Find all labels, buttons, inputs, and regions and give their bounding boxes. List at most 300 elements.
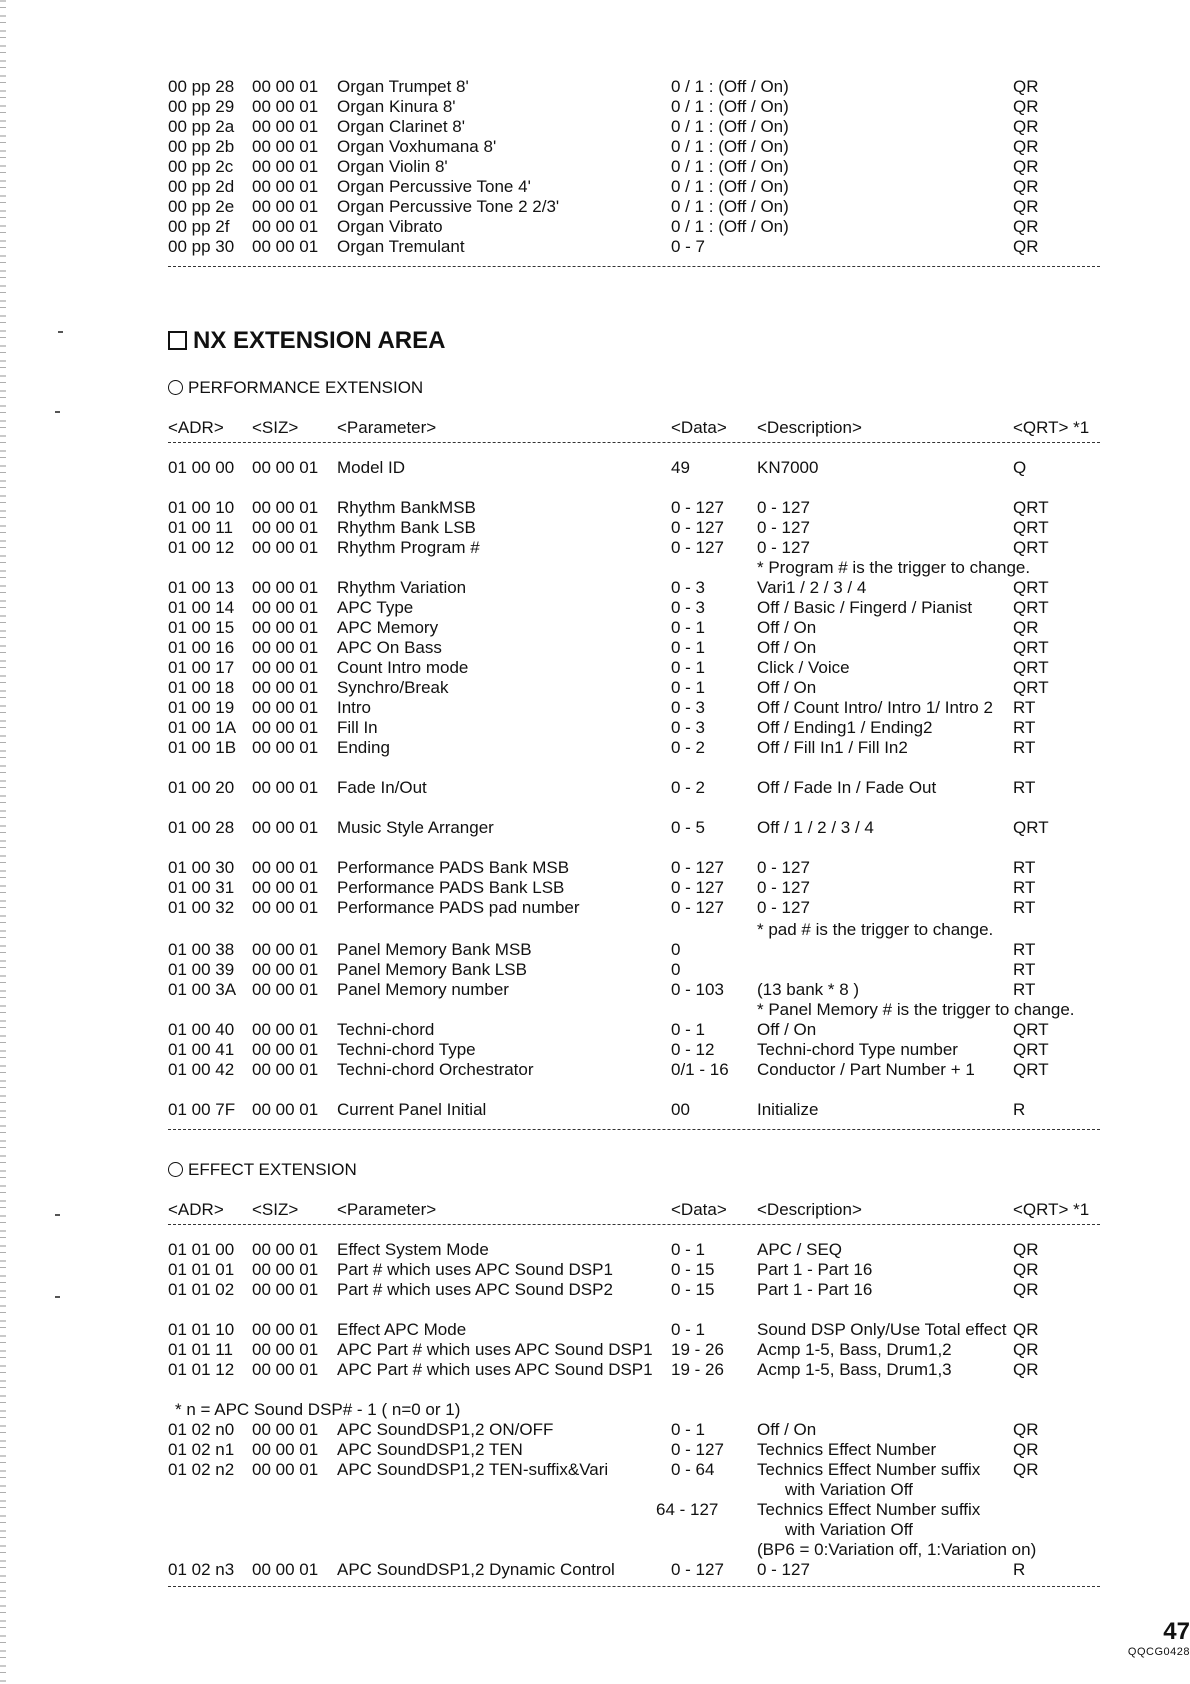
cell-size: 00 00 01 [252,858,319,877]
cell-size: 00 00 01 [252,1420,319,1439]
divider [168,1129,1100,1130]
table-row [168,1240,1108,1260]
cell-data: 19 - 26 [671,1340,724,1359]
cell-qrt: QRT [1013,538,1049,557]
cell-data: 0 - 127 [671,538,724,557]
table-row [168,678,1108,698]
cell-parameter: Rhythm Program # [337,538,480,557]
cell-parameter: Performance PADS Bank MSB [337,858,570,877]
note-row [168,1520,1108,1540]
cell-data: 0 - 64 [671,1460,715,1479]
cell-parameter: APC Type [337,598,414,617]
cell-address: 01 00 30 [168,858,235,877]
cell-qrt: QR [1013,1280,1039,1299]
cell-data: 0 - 7 [671,237,706,256]
cell-data: 0 - 127 [671,858,724,877]
cell-parameter: Organ Percussive Tone 2 2/3' [337,197,560,216]
note-pad-trigger: * pad # is the trigger to change. [757,920,994,939]
performance-extension-title: PERFORMANCE EXTENSION [168,377,423,399]
cell-data: 0 - 1 [671,1420,706,1439]
table-row [168,738,1108,758]
cell-data: 0 - 1 [671,1240,706,1259]
cell-address: 01 00 00 [168,458,235,477]
cell-address: 00 pp 2b [168,137,235,156]
cell-address: 01 00 18 [168,678,235,697]
cell-qrt: QR [1013,618,1039,637]
cell-size: 00 00 01 [252,898,319,917]
cell-qrt: RT [1013,698,1036,717]
table-row [168,598,1108,618]
cell-size: 00 00 01 [252,940,319,959]
table-row [168,237,1108,257]
cell-data: 0 [671,960,681,979]
cell-parameter: Panel Memory Bank MSB [337,940,532,959]
cell-qrt: QRT [1013,578,1049,597]
cell-description: Off / On [757,638,817,657]
cell-qrt: R [1013,1560,1026,1579]
header-data: <Data> [671,1200,727,1219]
cell-address: 01 01 01 [168,1260,235,1279]
header-qrt: <QRT> *1 [1013,418,1090,437]
cell-size: 00 00 01 [252,518,319,537]
cell-size: 00 00 01 [252,1020,319,1039]
scan-edge-artifact [0,0,6,1684]
cell-size: 00 00 01 [252,1320,319,1339]
cell-address: 01 00 42 [168,1060,235,1079]
cell-data: 0 / 1 : (Off / On) [671,217,789,236]
cell-description: Off / Ending1 / Ending2 [757,718,933,737]
table-header [168,418,1108,438]
cell-size: 00 00 01 [252,1060,319,1079]
table-row [168,1280,1108,1300]
cell-address: 00 pp 29 [168,97,235,116]
cell-qrt: RT [1013,738,1036,757]
cell-data: 0 - 1 [671,638,706,657]
cell-data: 0 - 3 [671,718,706,737]
cell-qrt: R [1013,1100,1026,1119]
cell-description: Conductor / Part Number + 1 [757,1060,975,1079]
cell-parameter: Panel Memory number [337,980,509,999]
cell-description: APC / SEQ [757,1240,843,1259]
cell-qrt: Q [1013,458,1027,477]
cell-parameter: APC Part # which uses APC Sound DSP1 [337,1340,653,1359]
cell-address: 00 pp 30 [168,237,235,256]
cell-address: 01 01 11 [168,1340,233,1359]
cell-qrt: RT [1013,878,1036,897]
cell-parameter: Organ Trumpet 8' [337,77,469,96]
cell-qrt: QRT [1013,638,1049,657]
cell-parameter: Organ Voxhumana 8' [337,137,497,156]
table-row [168,778,1108,798]
cell-size: 00 00 01 [252,177,319,196]
cell-qrt: RT [1013,898,1036,917]
cell-address: 00 pp 2d [168,177,235,196]
cell-parameter: Organ Vibrato [337,217,443,236]
cell-parameter: Techni-chord Type [337,1040,476,1059]
cell-address: 01 00 12 [168,538,235,557]
cell-address: 01 00 1B [168,738,237,757]
divider [168,1224,1100,1225]
divider [168,266,1100,267]
table-row [168,618,1108,638]
cell-qrt: QR [1013,1340,1039,1359]
cell-size: 00 00 01 [252,197,319,216]
cell-data: 0 - 127 [671,1560,724,1579]
cell-address: 01 00 38 [168,940,235,959]
cell-description: Vari1 / 2 / 3 / 4 [757,578,867,597]
table-row [168,980,1108,1000]
cell-size: 00 00 01 [252,678,319,697]
note-row [168,1400,1108,1420]
cell-qrt: QR [1013,1260,1039,1279]
cell-address: 01 01 12 [168,1360,235,1379]
cell-data: 0 / 1 : (Off / On) [671,157,789,176]
cell-size: 00 00 01 [252,578,319,597]
cell-size: 00 00 01 [252,618,319,637]
cell-data: 0 / 1 : (Off / On) [671,77,789,96]
cell-data: 0 / 1 : (Off / On) [671,177,789,196]
cell-size: 00 00 01 [252,1260,319,1279]
cell-address: 01 00 13 [168,578,235,597]
note-row [168,1000,1108,1020]
cell-size: 00 00 01 [252,1240,319,1259]
cell-description: Off / Fill In1 / Fill In2 [757,738,908,757]
cell-address: 01 00 28 [168,818,235,837]
cell-size: 00 00 01 [252,1340,319,1359]
cell-parameter: APC SoundDSP1,2 TEN [337,1440,523,1459]
table-row [168,498,1108,518]
cell-address: 01 00 17 [168,658,235,677]
cell-address: 00 pp 2c [168,157,234,176]
cell-parameter: APC Part # which uses APC Sound DSP1 [337,1360,653,1379]
cell-data: 0 - 15 [671,1280,715,1299]
header-description: <Description> [757,1200,862,1219]
note-n-definition: * n = APC Sound DSP# - 1 ( n=0 or 1) [175,1400,461,1419]
circle-bullet-icon [168,380,183,395]
cell-parameter: Techni-chord Orchestrator [337,1060,534,1079]
cell-description: Technics Effect Number [757,1440,937,1459]
cell-data: 0 - 127 [671,878,724,897]
scan-speck [55,411,60,413]
cell-data: 0 - 1 [671,658,706,677]
cell-description: Off / On [757,1420,817,1439]
cell-parameter: Current Panel Initial [337,1100,487,1119]
circle-bullet-icon [168,1162,183,1177]
table-row [168,698,1108,718]
cell-parameter: Organ Violin 8' [337,157,448,176]
note-row [168,920,1108,940]
cell-description: Techni-chord Type number [757,1040,958,1059]
cell-qrt: QR [1013,97,1039,116]
note-row [168,1540,1108,1560]
cell-size: 00 00 01 [252,658,319,677]
cell-address: 01 00 31 [168,878,235,897]
cell-data: 0 - 127 [671,518,724,537]
cell-description: Part 1 - Part 16 [757,1280,873,1299]
cell-size: 00 00 01 [252,960,319,979]
cell-qrt: QR [1013,137,1039,156]
cell-qrt: QR [1013,1460,1039,1479]
table-row [168,157,1108,177]
table-row [168,1320,1108,1340]
scan-speck [55,1214,60,1216]
cell-description: Technics Effect Number suffix [757,1500,981,1519]
table-header [168,1200,1108,1220]
note-row [168,558,1108,578]
cell-description: Off / 1 / 2 / 3 / 4 [757,818,874,837]
cell-data: 0 - 3 [671,598,706,617]
cell-qrt: RT [1013,778,1036,797]
cell-description: Initialize [757,1100,819,1119]
cell-qrt: QR [1013,237,1039,256]
cell-address: 01 02 n1 [168,1440,235,1459]
cell-size: 00 00 01 [252,97,319,116]
header-siz: <SIZ> [252,1200,299,1219]
cell-description: 0 - 127 [757,878,810,897]
cell-size: 00 00 01 [252,117,319,136]
table-row [168,1060,1108,1080]
cell-parameter: Organ Clarinet 8' [337,117,465,136]
cell-parameter: Performance PADS Bank LSB [337,878,565,897]
cell-description: Off / Basic / Fingerd / Pianist [757,598,973,617]
cell-size: 00 00 01 [252,458,319,477]
table-row [168,1020,1108,1040]
cell-qrt: QRT [1013,678,1049,697]
cell-parameter: Part # which uses APC Sound DSP2 [337,1280,613,1299]
cell-description: Off / On [757,1020,817,1039]
cell-size: 00 00 01 [252,217,319,236]
cell-data: 19 - 26 [671,1360,724,1379]
cell-description: Off / Count Intro/ Intro 1/ Intro 2 [757,698,993,717]
cell-size: 00 00 01 [252,778,319,797]
cell-description: 0 - 127 [757,858,810,877]
table-row [168,1420,1108,1440]
cell-qrt: QR [1013,217,1039,236]
cell-size: 00 00 01 [252,878,319,897]
table-row [168,960,1108,980]
cell-address: 01 01 00 [168,1240,235,1259]
cell-size: 00 00 01 [252,718,319,737]
cell-address: 01 00 15 [168,618,235,637]
table-row [168,878,1108,898]
cell-parameter: Rhythm BankMSB [337,498,476,517]
cell-parameter: Panel Memory Bank LSB [337,960,527,979]
cell-qrt: QR [1013,197,1039,216]
table-row [168,578,1108,598]
cell-size: 00 00 01 [252,598,319,617]
note-row [168,1480,1108,1500]
cell-parameter: Rhythm Bank LSB [337,518,476,537]
cell-data: 0/1 - 16 [671,1060,729,1079]
table-row [168,1040,1108,1060]
cell-size: 00 00 01 [252,1460,319,1479]
cell-qrt: QRT [1013,1060,1049,1079]
cell-size: 00 00 01 [252,1280,319,1299]
cell-parameter: Organ Tremulant [337,237,465,256]
cell-data: 0 - 2 [671,778,706,797]
cell-data: 0 [671,940,681,959]
cell-size: 00 00 01 [252,1100,319,1119]
cell-data: 0 - 2 [671,738,706,757]
table-row [168,1360,1108,1380]
cell-address: 01 02 n2 [168,1460,235,1479]
cell-qrt: QRT [1013,658,1049,677]
table-row [168,638,1108,658]
cell-description: 0 - 127 [757,538,810,557]
cell-parameter: Organ Percussive Tone 4' [337,177,531,196]
cell-qrt: QR [1013,1240,1039,1259]
cell-parameter: Count Intro mode [337,658,469,677]
note-program-trigger: * Program # is the trigger to change. [757,558,1031,577]
cell-qrt: QRT [1013,598,1049,617]
table-row [168,538,1108,558]
divider [168,1586,1100,1587]
cell-address: 01 01 10 [168,1320,235,1339]
cell-address: 01 00 1A [168,718,237,737]
cell-address: 01 01 02 [168,1280,235,1299]
cell-data: 64 - 127 [656,1500,719,1519]
cell-address: 01 00 16 [168,638,235,657]
cell-data: 0 - 1 [671,1320,706,1339]
table-row [168,1440,1108,1460]
cell-address: 01 00 7F [168,1100,236,1119]
cell-parameter: Part # which uses APC Sound DSP1 [337,1260,613,1279]
table-row [168,898,1108,918]
table-row [168,217,1108,237]
cell-parameter: Music Style Arranger [337,818,494,837]
cell-data: 0 / 1 : (Off / On) [671,197,789,216]
cell-description: KN7000 [757,458,819,477]
cell-parameter: Fill In [337,718,378,737]
table-row [168,137,1108,157]
cell-description: 0 - 127 [757,898,810,917]
cell-qrt: QRT [1013,518,1049,537]
cell-size: 00 00 01 [252,698,319,717]
cell-data: 0 - 1 [671,618,706,637]
table-row [168,658,1108,678]
table-row [168,458,1108,478]
note-variation-off: with Variation Off [785,1480,913,1499]
page-number: 47 [1163,1618,1190,1645]
cell-data: 0 - 127 [671,1440,724,1459]
table-row [168,858,1108,878]
cell-size: 00 00 01 [252,137,319,156]
header-description: <Description> [757,418,862,437]
cell-description: Off / On [757,678,817,697]
cell-address: 01 00 3A [168,980,237,999]
cell-size: 00 00 01 [252,818,319,837]
cell-address: 01 02 n3 [168,1560,235,1579]
cell-parameter: Effect System Mode [337,1240,489,1259]
table-row [168,1100,1108,1120]
cell-qrt: RT [1013,858,1036,877]
cell-qrt: QR [1013,1440,1039,1459]
document-code: QQCG0428 [1127,1646,1190,1658]
cell-size: 00 00 01 [252,1360,319,1379]
cell-size: 00 00 01 [252,738,319,757]
table-row [168,940,1108,960]
cell-parameter: Ending [337,738,390,757]
header-siz: <SIZ> [252,418,299,437]
cell-qrt: QR [1013,177,1039,196]
cell-data: 0 - 5 [671,818,706,837]
cell-description: Part 1 - Part 16 [757,1260,873,1279]
cell-qrt: QR [1013,77,1039,96]
cell-address: 01 00 19 [168,698,235,717]
note-panel-memory-trigger: * Panel Memory # is the trigger to change. [757,1000,1075,1019]
header-adr: <ADR> [168,1200,224,1219]
table-row [168,818,1108,838]
cell-data: 0 - 12 [671,1040,715,1059]
cell-data: 0 - 127 [671,498,724,517]
divider [168,442,1100,443]
cell-qrt: QR [1013,1320,1039,1339]
table-row [168,197,1108,217]
cell-qrt: RT [1013,718,1036,737]
cell-parameter: APC SoundDSP1,2 Dynamic Control [337,1560,615,1579]
cell-qrt: QRT [1013,1020,1049,1039]
cell-qrt: RT [1013,980,1036,999]
cell-size: 00 00 01 [252,77,319,96]
cell-address: 01 02 n0 [168,1420,235,1439]
cell-description: 0 - 127 [757,1560,810,1579]
cell-qrt: QR [1013,117,1039,136]
cell-address: 01 00 39 [168,960,235,979]
cell-address: 00 pp 2f [168,217,230,236]
cell-address: 00 pp 28 [168,77,235,96]
cell-description: Sound DSP Only/Use Total effect [757,1320,1007,1339]
cell-data: 0 / 1 : (Off / On) [671,137,789,156]
cell-data: 0 - 1 [671,1020,706,1039]
table-row [168,97,1108,117]
table-row [168,1560,1108,1580]
cell-qrt: QRT [1013,1040,1049,1059]
scan-speck [58,331,63,333]
cell-parameter: Synchro/Break [337,678,449,697]
cell-address: 01 00 32 [168,898,235,917]
cell-parameter: Organ Kinura 8' [337,97,456,116]
cell-size: 00 00 01 [252,498,319,517]
cell-data: 49 [671,458,690,477]
cell-qrt: QR [1013,1420,1039,1439]
cell-data: 0 - 15 [671,1260,715,1279]
cell-address: 01 00 14 [168,598,235,617]
cell-parameter: Techni-chord [337,1020,435,1039]
cell-size: 00 00 01 [252,1440,319,1459]
table-row [168,1500,1108,1520]
cell-parameter: APC SoundDSP1,2 ON/OFF [337,1420,554,1439]
cell-parameter: Performance PADS pad number [337,898,580,917]
cell-parameter: Model ID [337,458,406,477]
cell-description: 0 - 127 [757,498,810,517]
cell-parameter: Intro [337,698,372,717]
cell-parameter: Rhythm Variation [337,578,467,597]
table-row [168,177,1108,197]
header-qrt: <QRT> *1 [1013,1200,1090,1219]
cell-qrt: QR [1013,1360,1039,1379]
note-variation-off: with Variation Off [785,1520,913,1539]
cell-description: Click / Voice [757,658,850,677]
effect-extension-title: EFFECT EXTENSION [168,1159,357,1181]
table-row [168,117,1108,137]
note-bp6: (BP6 = 0:Variation off, 1:Variation on) [757,1540,1037,1559]
cell-size: 00 00 01 [252,638,319,657]
cell-parameter: APC SoundDSP1,2 TEN-suffix&Vari [337,1460,609,1479]
table-row [168,518,1108,538]
cell-description: Acmp 1-5, Bass, Drum1,3 [757,1360,952,1379]
table-row [168,718,1108,738]
cell-size: 00 00 01 [252,1040,319,1059]
